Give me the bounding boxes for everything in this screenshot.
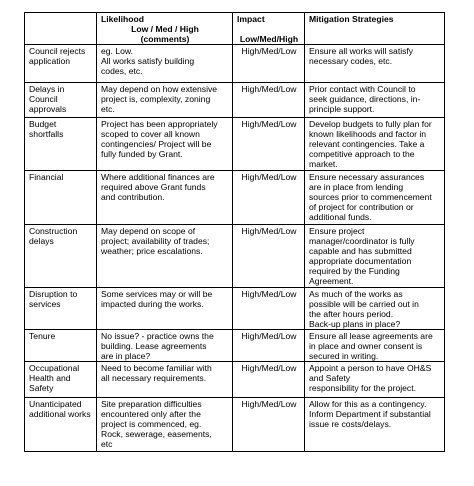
impact-text: High/Med/Low xyxy=(241,84,297,94)
risk-cell xyxy=(25,288,97,330)
table-row xyxy=(25,398,445,452)
impact-text: High/Med/Low xyxy=(241,363,297,373)
impact-text: High/Med/Low xyxy=(241,172,297,182)
risk-text: Disruption to services xyxy=(29,289,78,309)
risk-table xyxy=(24,12,445,452)
mitigation-column-header: Mitigation Strategies xyxy=(305,13,445,45)
impact-text: High/Med/Low xyxy=(241,331,297,341)
likelihood-cell xyxy=(97,362,233,398)
table-row xyxy=(25,362,445,398)
mitigation-cell xyxy=(305,171,445,225)
impact-cell xyxy=(233,225,305,288)
impact-cell xyxy=(233,118,305,171)
mitigation-text: Ensure necessary assurances are in place from lending sources prior to commencement of project for contribution or additional funds. xyxy=(309,172,432,222)
likelihood-text: Need to become familiar with all necessary requirements. xyxy=(101,363,212,383)
mitigation-cell xyxy=(305,83,445,118)
risk-text: Occupational Health and Safety xyxy=(29,363,80,393)
likelihood-cell xyxy=(97,118,233,171)
mitigation-cell xyxy=(305,362,445,398)
mitigation-cell xyxy=(305,45,445,83)
impact-text: High/Med/Low xyxy=(241,46,297,56)
impact-cell xyxy=(233,362,305,398)
mitigation-text: As much of the works as possible will be carried out in the after hours period. Back-up plans in place? xyxy=(309,289,419,329)
table-row xyxy=(25,45,445,83)
likelihood-cell xyxy=(97,83,233,118)
table-row xyxy=(25,171,445,225)
impact-title: Impact xyxy=(237,14,265,24)
likelihood-text: Some services may or will be impacted during the works. xyxy=(101,289,213,309)
likelihood-text: Project has been appropriately scoped to cover all known contingencies/ Project will be fully funded by Grant. xyxy=(101,119,218,159)
risk-cell xyxy=(25,362,97,398)
risk-text: Financial xyxy=(29,172,64,182)
mitigation-text: Ensure project manager/coordinator is fully capable and has submitted appropriate documentation required by the Funding Agreement. xyxy=(309,226,415,286)
likelihood-title: Likelihood xyxy=(101,14,144,24)
risk-cell xyxy=(25,83,97,118)
risk-cell xyxy=(25,118,97,171)
risk-text: Tenure xyxy=(29,331,56,341)
table-row xyxy=(25,288,445,330)
risk-column-header xyxy=(25,13,97,45)
table-row xyxy=(25,83,445,118)
risk-text: Council rejects application xyxy=(29,46,86,66)
impact-cell xyxy=(233,171,305,225)
likelihood-text: May depend on scope of project; availability of trades; weather; price escalations. xyxy=(101,226,210,256)
risk-text: Construction delays xyxy=(29,226,78,246)
impact-scale: Low/Med/High xyxy=(239,34,299,44)
mitigation-text: Appoint a person to have OH&S and Safety responsibility for the project. xyxy=(309,363,432,393)
likelihood-cell xyxy=(97,398,233,452)
likelihood-text: eg. Low. All works satisfy building codes, etc. xyxy=(101,46,195,76)
risk-text: Unanticipated additional works xyxy=(29,399,91,419)
likelihood-cell xyxy=(97,330,233,362)
impact-text: High/Med/Low xyxy=(241,289,297,299)
likelihood-note: (comments) xyxy=(140,34,190,44)
table-row xyxy=(25,330,445,362)
mitigation-cell xyxy=(305,118,445,171)
impact-text: High/Med/Low xyxy=(241,399,297,409)
mitigation-cell xyxy=(305,330,445,362)
risk-cell xyxy=(25,45,97,83)
mitigation-text: Ensure all works will satisfy necessary codes, etc. xyxy=(309,46,414,66)
likelihood-scale: Low / Med / High xyxy=(131,24,199,34)
header-row xyxy=(25,13,445,45)
mitigation-text: Allow for this as a contingency. Inform Department if substantial issue re costs/delays. xyxy=(309,399,431,429)
mitigation-text: Prior contact with Council to seek guidance, directions, in- principle support. xyxy=(309,84,421,114)
impact-column-header xyxy=(233,13,305,45)
mitigation-cell xyxy=(305,398,445,452)
impact-cell xyxy=(233,83,305,118)
likelihood-cell xyxy=(97,288,233,330)
mitigation-text: Ensure all lease agreements are in place and owner consent is secured in writing. xyxy=(309,331,433,361)
likelihood-text: Site preparation difficulties encountered only after the project is commenced, eg. Rock, sewerage, easements, etc xyxy=(101,399,212,449)
likelihood-cell xyxy=(97,45,233,83)
mitigation-cell xyxy=(305,288,445,330)
likelihood-column-header xyxy=(97,13,233,45)
likelihood-text: Where additional finances are required above Grant funds and contribution. xyxy=(101,172,215,202)
risk-cell xyxy=(25,225,97,288)
risk-cell xyxy=(25,398,97,452)
table-row xyxy=(25,225,445,288)
table-row xyxy=(25,118,445,171)
mitigation-text: Develop budgets to fully plan for known likelihoods and factor in relevant contingencies. Take a competitive approach to the market. xyxy=(309,119,432,169)
risk-assessment-page xyxy=(24,12,444,482)
impact-cell xyxy=(233,45,305,83)
risk-text: Budget shortfalls xyxy=(29,119,64,139)
likelihood-text: No issue? - practice owns the building. Lease agreements are in place? xyxy=(101,331,214,361)
impact-text: High/Med/Low xyxy=(241,226,297,236)
mitigation-cell xyxy=(305,225,445,288)
likelihood-text: May depend on how extensive project is, complexity, zoning etc. xyxy=(101,84,218,114)
impact-cell xyxy=(233,288,305,330)
risk-cell xyxy=(25,171,97,225)
likelihood-cell xyxy=(97,225,233,288)
impact-cell xyxy=(233,398,305,452)
impact-text: High/Med/Low xyxy=(241,119,297,129)
impact-cell xyxy=(233,330,305,362)
risk-cell xyxy=(25,330,97,362)
likelihood-cell xyxy=(97,171,233,225)
risk-text: Delays in Council approvals xyxy=(29,84,67,114)
